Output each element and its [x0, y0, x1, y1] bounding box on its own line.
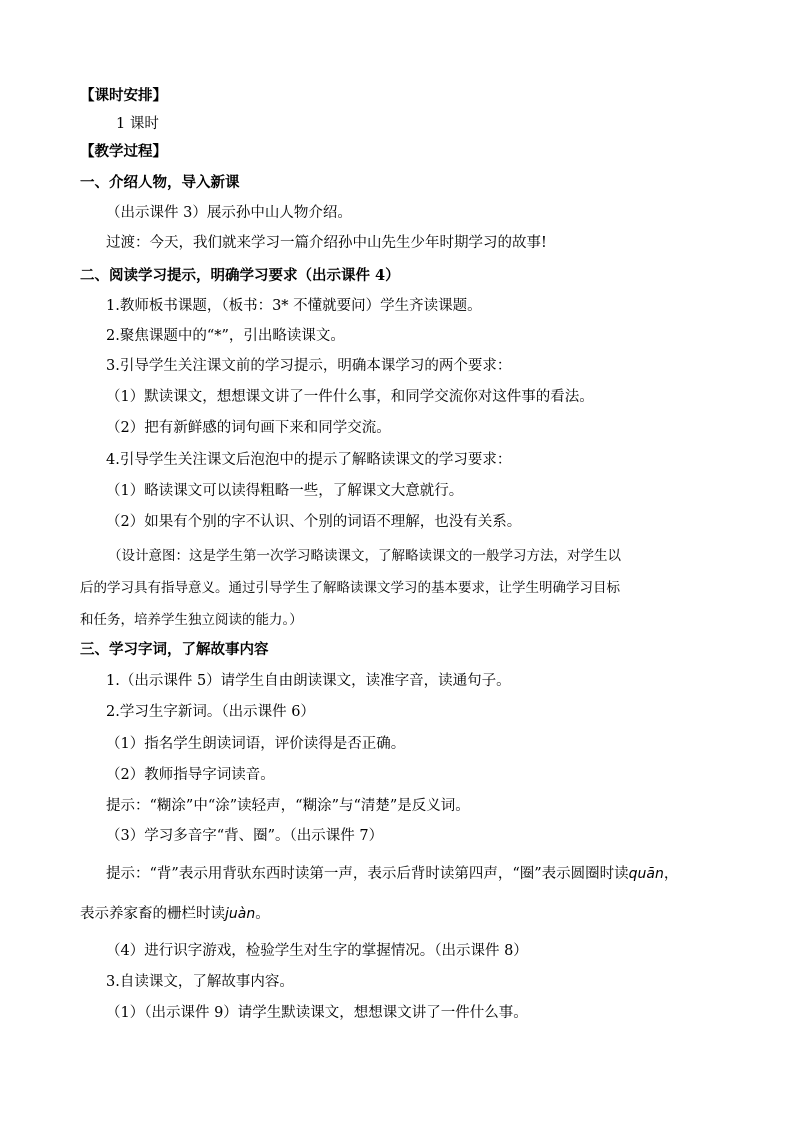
arrangement-value: 1 课时	[116, 116, 159, 132]
part1-heading: 一、介绍人物，导入新课	[80, 174, 240, 191]
part2-substep: （1）略读课文可以读得粗略一些，了解课文大意就行。	[106, 483, 464, 499]
part1-paragraph: 过渡：今天，我们就来学习一篇介绍孙中山先生少年时期学习的故事!	[106, 235, 547, 251]
part3-step: 3.自读课文，了解故事内容。	[106, 974, 294, 990]
part3-step: 1.（出示课件 5）请学生自由朗读课文，读准字音，读通句子。	[106, 673, 511, 689]
design-intent-line: 和任务，培养学生独立阅读的能力。）	[80, 612, 303, 628]
tip-text: 提示：“背”表示用背驮东西时读第一声，表示后背时读第四声，“圈”表示圆圈时读	[106, 866, 629, 882]
pinyin-quan: quān	[628, 866, 664, 882]
part2-step: 2.聚焦课题中的“*”，引出略读课文。	[106, 328, 345, 344]
design-intent-line: （设计意图：这是学生第一次学习略读课文，了解略读课文的一般学习方法，对学生以	[108, 548, 621, 564]
part2-substep: （2）如果有个别的字不认识、个别的词语不理解，也没有关系。	[106, 514, 522, 530]
part3-substep: （1）指名学生朗读词语，评价读得是否正确。	[106, 736, 406, 752]
design-intent-line: 后的学习具有指导意义。通过引导学生了解略读课文学习的基本要求，让学生明确学习目标	[80, 580, 620, 596]
part3-substep: （3）学习多音字“背、圈”。（出示课件 7）	[106, 828, 384, 844]
process-heading: 【教学过程】	[80, 143, 167, 160]
part3-step: 2.学习生字新词。（出示课件 6）	[106, 704, 315, 720]
part2-step: 1.教师板书课题，（板书：3* 不懂就要问）学生齐读课题。	[106, 298, 482, 314]
part3-substep: （1）（出示课件 9）请学生默读课文，想想课文讲了一件什么事。	[106, 1005, 528, 1021]
part2-step: 4.引导学生关注课文后泡泡中的提示了解略读课文的学习要求：	[106, 452, 512, 468]
arrangement-heading: 【课时安排】	[80, 87, 167, 104]
part2-substep: （2）把有新鲜感的词句画下来和同学交流。	[106, 420, 391, 436]
part3-tip-polyphone	[80, 904, 270, 924]
part3-substep: （2）教师指导字词读音。	[106, 767, 275, 783]
part2-heading: 二、阅读学习提示，明确学习要求（出示课件 4）	[80, 267, 400, 284]
part3-tip-polyphone	[106, 864, 678, 884]
part3-heading: 三、学习字词，了解故事内容	[80, 641, 269, 658]
tip-punct: ，	[663, 866, 679, 882]
part2-substep: （1）默读课文，想想课文讲了一件什么事，和同学交流你对这件事的看法。	[106, 389, 594, 405]
pinyin-juan: juàn	[225, 906, 256, 922]
part2-step: 3.引导学生关注课文前的学习提示，明确本课学习的两个要求：	[106, 358, 512, 374]
part3-substep: （4）进行识字游戏，检验学生对生字的掌握情况。（出示课件 8）	[106, 943, 528, 959]
part3-tip: 提示：“糊涂”中“涂”读轻声，“糊涂”与“清楚”是反义词。	[106, 798, 470, 814]
tip-text: 表示养家畜的栅栏时读	[80, 906, 225, 922]
part1-paragraph: （出示课件 3）展示孙中山人物介绍。	[106, 205, 352, 221]
tip-punct: 。	[255, 906, 270, 922]
